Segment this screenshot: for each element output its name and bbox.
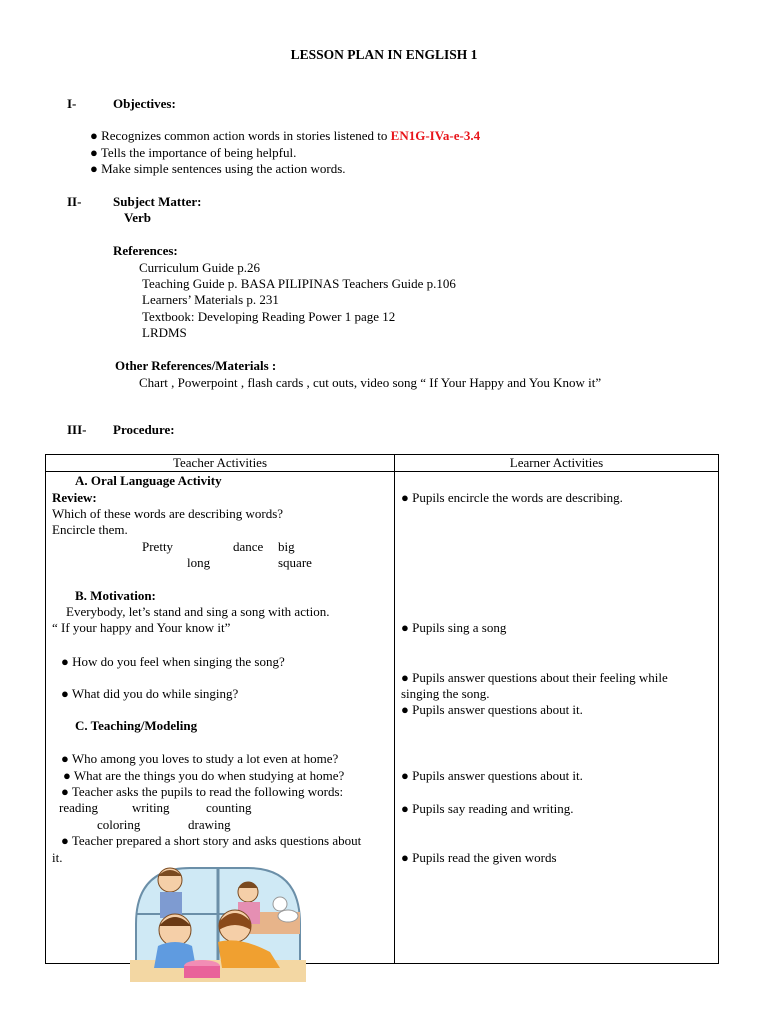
- learner-activity: ● Pupils read the given words: [401, 850, 557, 865]
- song-title: “ If your happy and Your know it”: [52, 620, 231, 635]
- oral-language-heading: A. Oral Language Activity: [75, 473, 222, 488]
- read-word: reading: [59, 800, 98, 815]
- section-number-subject: II-: [67, 194, 82, 209]
- motivation-question: ● What did you do while singing?: [61, 686, 239, 701]
- word-item: big: [278, 539, 295, 554]
- teaching-modeling-heading: C. Teaching/Modeling: [75, 718, 198, 733]
- other-references-heading: Other References/Materials :: [115, 358, 277, 373]
- teaching-instruction-cont: it.: [52, 850, 63, 865]
- children-studying-illustration: [130, 864, 306, 982]
- motivation-instruction: Everybody, let’s stand and sing a song with action.: [66, 604, 330, 619]
- encircle-instruction: Encircle them.: [52, 522, 128, 537]
- read-word: counting: [206, 800, 252, 815]
- teaching-instruction: ● Teacher asks the pupils to read the following words:: [61, 784, 344, 799]
- read-word: drawing: [188, 817, 231, 832]
- learner-activities-header: Learner Activities: [395, 455, 719, 472]
- objective-text: Tells the importance of being helpful.: [100, 145, 297, 160]
- read-word: coloring: [97, 817, 141, 832]
- subject-matter-heading: Subject Matter:: [113, 194, 202, 209]
- section-number-objectives: I-: [67, 96, 77, 111]
- review-question: Which of these words are describing words?: [52, 506, 284, 521]
- learner-activity: ● Pupils say reading and writing.: [401, 801, 574, 816]
- teaching-question: ● Who among you loves to study a lot even at home?: [61, 751, 339, 766]
- objectives-heading: Objectives:: [113, 96, 176, 111]
- competency-code: EN1G-IVa-e-3.4: [390, 128, 481, 143]
- objective-item: [90, 145, 296, 161]
- objective-text: Make simple sentences using the action words.: [101, 161, 346, 176]
- learner-activity: ● Pupils encircle the words are describing.: [401, 490, 623, 505]
- reference-item: Textbook: Developing Reading Power 1 page 12: [142, 309, 396, 324]
- teaching-instruction: ● Teacher prepared a short story and asks questions about: [61, 833, 362, 848]
- reference-item: LRDMS: [142, 325, 187, 340]
- document-title: LESSON PLAN IN ENGLISH 1: [290, 47, 478, 62]
- read-word: writing: [132, 800, 170, 815]
- learner-activities-cell: [395, 472, 719, 964]
- teaching-question: ● What are the things you do when studying at home?: [63, 768, 345, 783]
- other-references-text: Chart , Powerpoint , flash cards , cut outs, video song “ If Your Happy and You Know it”: [139, 375, 602, 390]
- references-heading: References:: [113, 243, 178, 258]
- learner-activity-cont: singing the song.: [401, 686, 490, 701]
- teacher-activities-header: Teacher Activities: [46, 455, 395, 472]
- learner-activity: ● Pupils answer questions about it.: [401, 702, 583, 717]
- bullet-icon: ●: [90, 145, 98, 160]
- word-item: long: [187, 555, 211, 570]
- subject-topic: Verb: [124, 210, 151, 225]
- objective-item: [90, 161, 346, 177]
- word-item: Pretty: [142, 539, 174, 554]
- learner-activity: ● Pupils answer questions about their feeling while: [401, 670, 668, 685]
- teacher-activities-cell: [46, 472, 395, 964]
- word-item: dance: [233, 539, 264, 554]
- procedure-table: [45, 454, 719, 964]
- learner-activity: ● Pupils sing a song: [401, 620, 507, 635]
- motivation-question: ● How do you feel when singing the song?: [61, 654, 285, 669]
- reference-item: Curriculum Guide p.26: [139, 260, 260, 275]
- bullet-icon: ●: [90, 161, 98, 176]
- motivation-heading: B. Motivation:: [75, 588, 156, 603]
- review-label: Review:: [52, 490, 97, 505]
- word-item: square: [278, 555, 312, 570]
- section-number-procedure: III-: [67, 422, 87, 437]
- learner-activity: ● Pupils answer questions about it.: [401, 768, 583, 783]
- reference-item: Learners’ Materials p. 231: [142, 292, 279, 307]
- procedure-heading: Procedure:: [113, 422, 175, 437]
- objective-item: [90, 128, 480, 144]
- objective-text: Recognizes common action words in stories listened to: [101, 128, 391, 143]
- bullet-icon: ●: [90, 128, 98, 143]
- reference-item: Teaching Guide p. BASA PILIPINAS Teachers Guide p.106: [142, 276, 456, 291]
